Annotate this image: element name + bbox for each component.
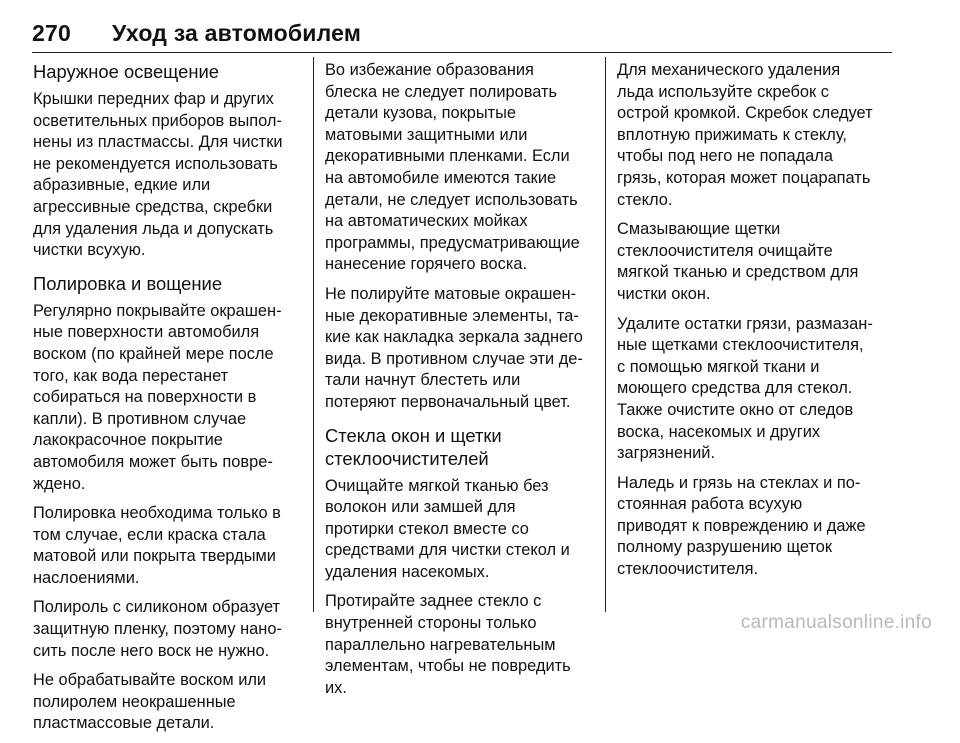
section-heading-polishing-waxing: Полировка и вощение: [33, 272, 223, 294]
paragraph: Протирайте заднее стекло с внутренней стороны только параллельно нагревательным элементам, чтобы не повредить их.: [325, 592, 571, 697]
page-number: 270: [32, 20, 71, 46]
paragraph: Во избежание образования блеска не следует полировать детали кузова, покрытые матовыми защитными или декоративными пленками. Если на автомобиле имеются такие детали, не следует использовать на автоматических мойках программы, предусматривающие нанесение горячего воска.: [325, 61, 580, 274]
column-divider-2: [605, 57, 606, 612]
paragraph: Смазывающие щетки стеклоочистителя очищайте мягкой тканью и средством для чистки окон.: [617, 220, 859, 303]
header-divider: [32, 52, 892, 53]
column-1: [33, 60, 291, 743]
paragraph: Полировка необходима только в том случае, если краска стала матовой или покрыта твердыми наслоениями.: [33, 504, 281, 587]
paragraph: Для механического удаления льда используйте скребок с острой кромкой. Скребок следует вплотную прижимать к стеклу, чтобы под него не попадала грязь, которая может поцарапать стекло.: [617, 61, 873, 209]
section-heading-exterior-lighting: Наружное освещение: [33, 61, 219, 82]
paragraph: Регулярно покрывайте окрашенные поверхности автомобиля воском (по крайней мере после того, как вода перестанет собираться на поверхности в капли). В противном случае лакокрасочное покрытие автомобиля может быть повреждено.: [33, 301, 282, 493]
paragraph: Очищайте мягкой тканью без волокон или замшей для протирки стекол вместе со средствами для чистки стекол и удаления насекомых.: [325, 476, 570, 581]
paragraph: Не обрабатывайте воском или полиролем неокрашенные пластмассовые детали.: [33, 671, 267, 733]
column-3: [617, 60, 875, 589]
column-divider-1: [313, 57, 314, 612]
paragraph: Удалите остатки грязи, размазанные щетками стеклоочистителя, с помощью мягкой ткани и моющего средства для стекол. Также очистите окно от следов воска, насекомых и других загрязнений.: [617, 314, 873, 463]
section-heading-windows-wipers: Стекла окон и щетки стеклоочистителей: [325, 424, 502, 469]
page-header: [32, 20, 361, 47]
paragraph: Не полируйте матовые окрашенные декоративные элементы, такие как накладка зеркала заднего вида. В противном случае эти детали начнут блестеть или потеряют первоначальный цвет.: [325, 284, 583, 411]
paragraph: Крышки передних фар и других осветительных приборов выполнены из пластмассы. Для чистки не рекомендуется использовать абразивные, едкие или агрессивные средства, скребки для удаления льда и допускать чистки всухую.: [33, 90, 283, 260]
page-title: Уход за автомобилем: [112, 20, 362, 46]
watermark: carmanualsonline.info: [740, 612, 932, 633]
paragraph: Полироль с силиконом образует защитную пленку, поэтому наносить после него воск не нужно.: [33, 598, 282, 660]
paragraph: Наледь и грязь на стеклах и постоянная работа всухую приводят к повреждению и даже полному разрушению щеток стеклоочистителя.: [617, 473, 866, 579]
column-2: [325, 60, 583, 707]
